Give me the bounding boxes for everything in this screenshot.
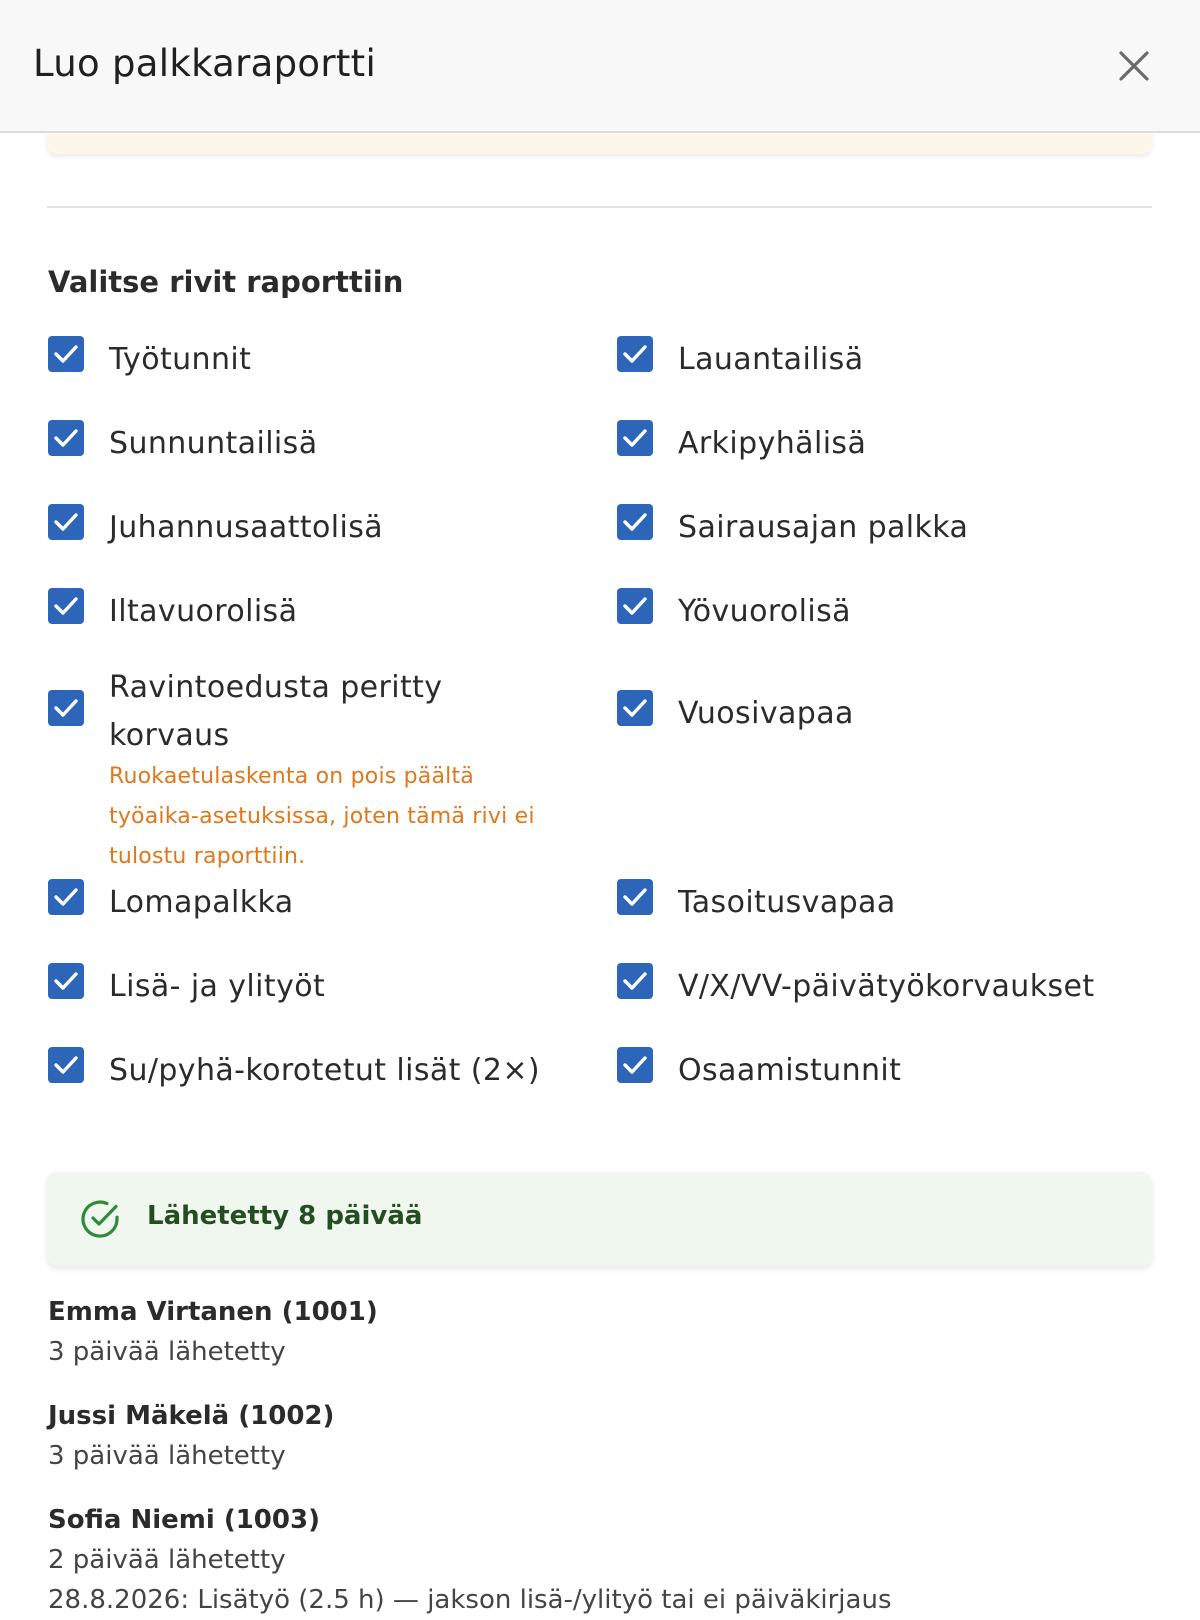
success-banner xyxy=(47,1172,1152,1266)
option-sairausajan-palkka[interactable] xyxy=(617,504,968,552)
option-juhannusaattolisa[interactable] xyxy=(48,504,383,552)
checkmark-icon xyxy=(52,883,80,911)
check-circle-icon xyxy=(79,1198,121,1240)
option-paivatyokorvaukset[interactable] xyxy=(617,963,1095,1011)
employee-item xyxy=(48,1396,334,1476)
option-sunnuntailisa[interactable] xyxy=(48,420,317,468)
option-su-pyha-korotetut-lisat[interactable] xyxy=(48,1047,540,1095)
option-label: Ravintoedusta peritty korvaus xyxy=(109,670,443,753)
checkbox[interactable] xyxy=(48,588,84,624)
checkbox[interactable] xyxy=(48,690,84,726)
checkbox[interactable] xyxy=(48,1047,84,1083)
success-message: Lähetetty 8 päivää xyxy=(147,1201,423,1231)
checkmark-icon xyxy=(621,592,649,620)
employee-status: 3 päivää lähetetty xyxy=(48,1441,286,1471)
option-tyotunnit[interactable] xyxy=(48,336,251,384)
option-warning-note: Ruokaetulaskenta on pois päältä työaika-asetuksissa, joten tämä rivi ei tulostu raporttiin. xyxy=(109,764,535,869)
option-label: Vuosivapaa xyxy=(678,696,854,731)
employee-name: Jussi Mäkelä (1002) xyxy=(48,1401,335,1431)
checkmark-icon xyxy=(52,508,80,536)
checkbox[interactable] xyxy=(617,504,653,540)
warning-banner xyxy=(47,134,1152,154)
checkmark-icon xyxy=(621,508,649,536)
option-label: Arkipyhälisä xyxy=(678,426,867,461)
option-lauantailisa[interactable] xyxy=(617,336,863,384)
option-lisa-ja-ylityot[interactable] xyxy=(48,963,325,1011)
option-osaamistunnit[interactable] xyxy=(617,1047,901,1095)
option-label: Iltavuorolisä xyxy=(109,594,298,629)
option-label: Yövuorolisä xyxy=(678,594,851,629)
checkbox[interactable] xyxy=(617,420,653,456)
option-ravintoedusta-peritty-korvaus[interactable] xyxy=(48,664,569,877)
checkmark-icon xyxy=(52,694,80,722)
employee-name: Emma Virtanen (1001) xyxy=(48,1297,378,1327)
option-tasoitusvapaa[interactable] xyxy=(617,879,896,927)
employee-item xyxy=(48,1500,892,1620)
checkbox[interactable] xyxy=(617,690,653,726)
checkmark-icon xyxy=(621,883,649,911)
checkmark-icon xyxy=(621,694,649,722)
option-label: Sunnuntailisä xyxy=(109,426,318,461)
checkmark-icon xyxy=(621,340,649,368)
checkmark-icon xyxy=(621,967,649,995)
checkmark-icon xyxy=(621,424,649,452)
checkmark-icon xyxy=(52,967,80,995)
close-button[interactable] xyxy=(1114,46,1154,86)
option-yovuorolisa[interactable] xyxy=(617,588,851,636)
dialog-title: Luo palkkaraportti xyxy=(33,42,377,85)
employee-item xyxy=(48,1292,378,1372)
employee-name: Sofia Niemi (1003) xyxy=(48,1505,320,1535)
checkbox[interactable] xyxy=(617,588,653,624)
section-title: Valitse rivit raporttiin xyxy=(48,265,404,299)
checkmark-icon xyxy=(52,340,80,368)
employee-status: 2 päivää lähetetty xyxy=(48,1545,286,1575)
checkbox[interactable] xyxy=(48,879,84,915)
option-label: V/X/VV-päivätyökorvaukset xyxy=(678,969,1095,1004)
checkbox[interactable] xyxy=(617,336,653,372)
option-label: Lisä- ja ylityöt xyxy=(109,969,326,1004)
close-icon xyxy=(1114,46,1154,86)
checkmark-icon xyxy=(52,1051,80,1079)
checkmark-icon xyxy=(52,592,80,620)
checkbox[interactable] xyxy=(617,963,653,999)
divider xyxy=(47,206,1152,208)
checkbox[interactable] xyxy=(48,420,84,456)
checkbox[interactable] xyxy=(48,336,84,372)
option-label: Sairausajan palkka xyxy=(678,510,969,545)
checkmark-icon xyxy=(621,1051,649,1079)
option-label: Lauantailisä xyxy=(678,342,864,377)
option-label: Lomapalkka xyxy=(109,885,294,920)
employee-detail: 28.8.2026: Lisätyö (2.5 h) — jakson lisä-/ylityö tai ei päiväkirjaus xyxy=(48,1585,892,1615)
option-arkipyhalisa[interactable] xyxy=(617,420,866,468)
option-lomapalkka[interactable] xyxy=(48,879,294,927)
checkbox[interactable] xyxy=(48,504,84,540)
dialog-body[interactable] xyxy=(0,134,1200,1620)
checkbox[interactable] xyxy=(617,1047,653,1083)
option-label: Tasoitusvapaa xyxy=(678,885,896,920)
option-vuosivapaa[interactable] xyxy=(617,690,854,738)
option-label: Osaamistunnit xyxy=(678,1053,902,1088)
option-label: Työtunnit xyxy=(109,342,252,377)
option-label: Juhannusaattolisä xyxy=(109,510,384,545)
dialog-header xyxy=(0,0,1200,133)
checkbox[interactable] xyxy=(48,963,84,999)
option-iltavuorolisa[interactable] xyxy=(48,588,297,636)
checkmark-icon xyxy=(52,424,80,452)
checkbox[interactable] xyxy=(617,879,653,915)
employee-status: 3 päivää lähetetty xyxy=(48,1337,286,1367)
option-label: Su/pyhä-korotetut lisät (2×) xyxy=(109,1053,540,1088)
